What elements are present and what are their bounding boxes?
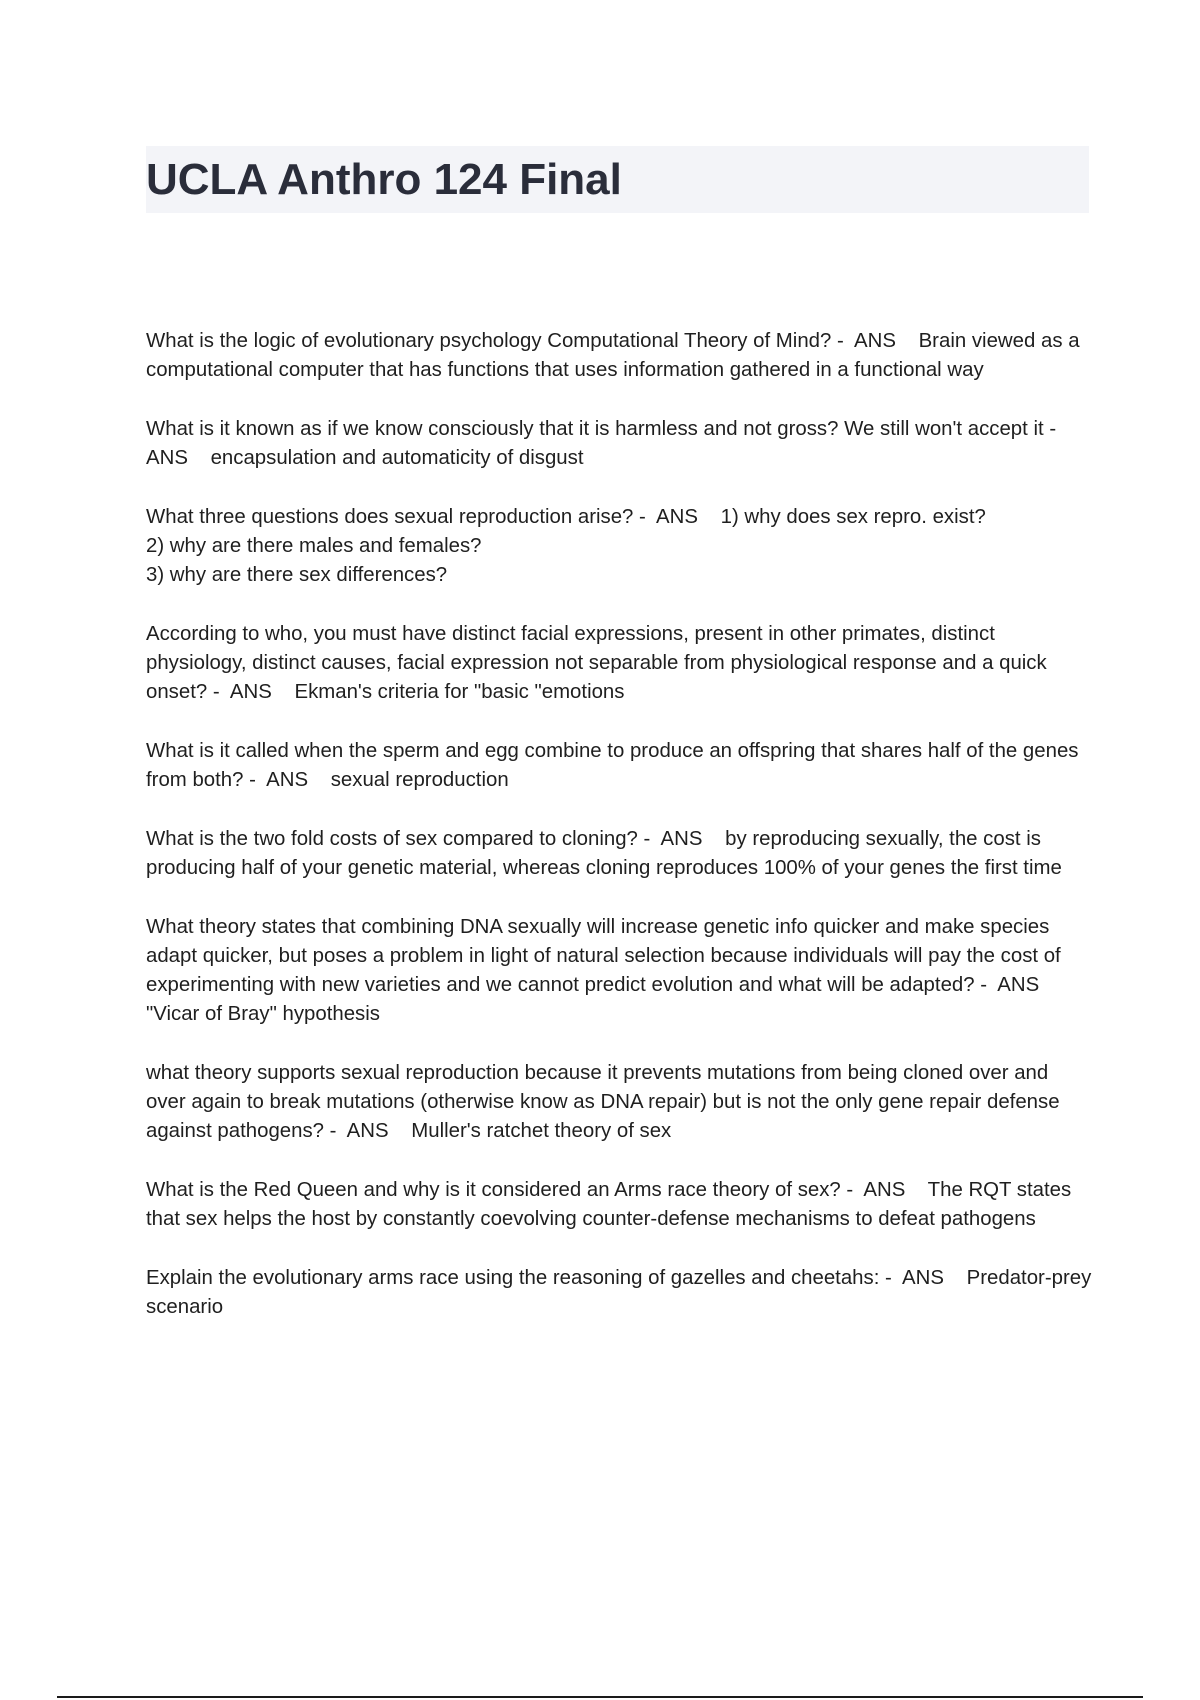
qa-item-3: What three questions does sexual reproduction arise? - ANS 1) why does sex repro. exist? 2) why are there males and females? 3) why are there sex differences? [146, 506, 986, 586]
bottom-divider [57, 1696, 1143, 1698]
qa-item-4: According to who, you must have distinct facial expressions, present in other primates, distinct physiology, distinct causes, facial expression not separable from physiological response and a quick onset? - ANS Ekman's criteria for "basic "emotions [146, 623, 1053, 703]
qa-item-8: what theory supports sexual reproduction because it prevents mutations from being cloned over and over again to break mutations (otherwise know as DNA repair) but is not the only gene repair defense against pathogens? - ANS Muller's ratchet theory of sex [146, 1062, 1066, 1142]
qa-item-5: What is it called when the sperm and egg combine to produce an offspring that shares half of the genes from both? - ANS sexual reproduction [146, 740, 1085, 791]
qa-item-10: Explain the evolutionary arms race using the reasoning of gazelles and cheetahs: - ANS Predator-prey scenario [146, 1267, 1097, 1318]
qa-item-2: What is it known as if we know consciously that it is harmless and not gross? We still won't accept it - ANS encapsulation and automaticity of disgust [146, 418, 1067, 469]
title-band [146, 146, 1089, 213]
qa-item-1: What is the logic of evolutionary psychology Computational Theory of Mind? - ANS Brain viewed as a computational computer that has functions that uses information gathered in a functional way [146, 330, 1086, 381]
qa-item-7: What theory states that combining DNA sexually will increase genetic info quicker and make species adapt quicker, but poses a problem in light of natural selection because individuals will pay the cost of experimenting with new varieties and we cannot predict evolution and what will be adapted? - ANS "Vicar of Bray" hypothesis [146, 916, 1067, 1025]
qa-item-6: What is the two fold costs of sex compared to cloning? - ANS by reproducing sexually, the cost is producing half of your genetic material, whereas cloning reproduces 100% of your genes the first time [146, 828, 1062, 879]
qa-list [146, 327, 1097, 1352]
page-title: UCLA Anthro 124 Final [146, 155, 622, 204]
qa-item-9: What is the Red Queen and why is it considered an Arms race theory of sex? - ANS The RQT states that sex helps the host by constantly coevolving counter-defense mechanisms to defeat pathogens [146, 1179, 1077, 1230]
